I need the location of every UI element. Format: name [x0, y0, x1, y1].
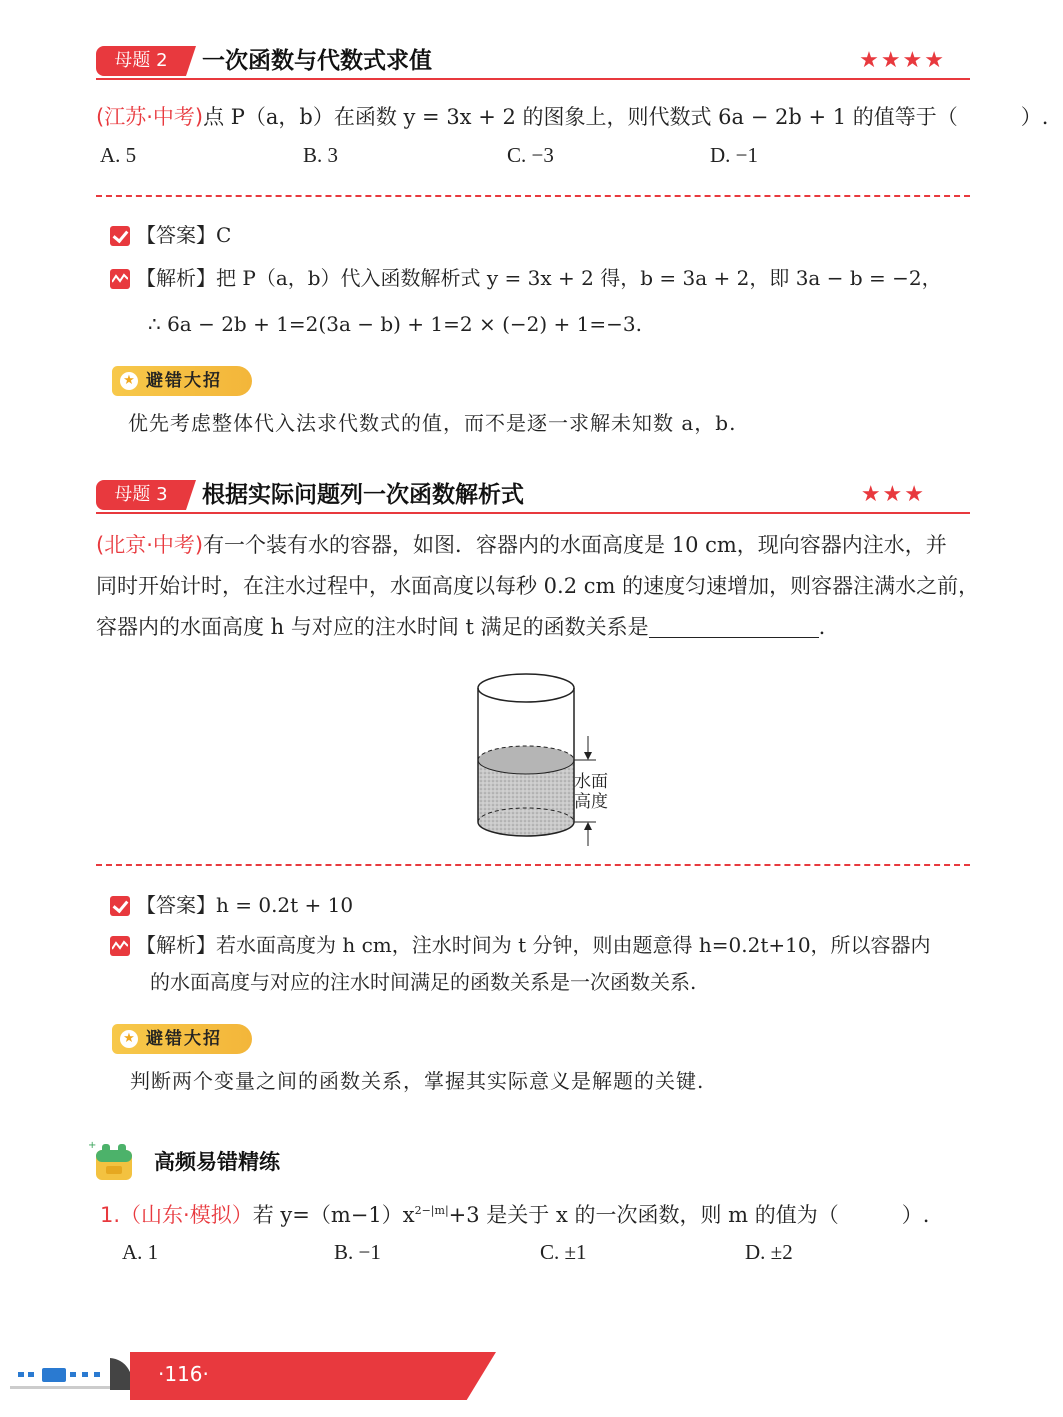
question-line-3: 容器内的水面高度 h 与对应的注水时间 t 满足的函数关系是 .: [96, 615, 826, 639]
section-underline: [96, 78, 970, 80]
option-a: A. 5: [100, 143, 137, 167]
option-b: B. −1: [334, 1240, 381, 1264]
option-d: D. −1: [710, 143, 759, 167]
question-line-1: [96, 530, 947, 560]
page-number: ·116·: [158, 1362, 209, 1386]
option-b: B. 3: [303, 143, 339, 167]
section-title: 一次函数与代数式求值: [202, 48, 432, 74]
section-title: 根据实际问题列一次函数解析式: [202, 482, 524, 508]
tip-label: 避错大招: [146, 1029, 222, 1049]
question-text-a: 若 y=（m−1）x: [252, 1203, 415, 1227]
dashed-divider: [96, 195, 970, 197]
tip-text: 优先考虑整体代入法求代数式的值，而不是逐一求解未知数 a，b.: [128, 411, 737, 435]
figure-label-1: 水面: [574, 772, 608, 792]
footer-train-decoration: [0, 1350, 140, 1400]
analysis-icon: [110, 269, 130, 289]
question-line-2: 同时开始计时，在注水过程中，水面高度以每秒 0.2 cm 的速度匀速增加，则容器注满水之前，: [96, 574, 980, 598]
star-icon: ★: [120, 1030, 138, 1048]
container-figure: [468, 660, 628, 850]
question-line: [96, 102, 1048, 132]
practice-question-1: [100, 1196, 929, 1230]
analysis-line-1: 【解析】把 P（a，b）代入函数解析式 y = 3x + 2 得，b = 3a + 2，即 3a − b = −2，: [136, 266, 942, 290]
question-source: (江苏·中考): [96, 105, 204, 129]
analysis-line-1: 【解析】若水面高度为 h cm，注水时间为 t 分钟，则由题意得 h=0.2t+10，所以容器内: [136, 933, 931, 957]
section-2-header: [96, 46, 970, 80]
answer-line: 【答案】C: [136, 223, 232, 247]
question-source: (北京·中考): [96, 533, 204, 557]
difficulty-stars: ★★★: [860, 482, 926, 507]
question-text-b: +3 是关于 x 的一次函数，则 m 的值为（ ）.: [448, 1203, 930, 1227]
svg-text:+: +: [88, 1140, 97, 1151]
star-icon: ★: [120, 372, 138, 390]
figure-label-2: 高度: [574, 792, 608, 812]
question-text-3: 容器内的水面高度 h 与对应的注水时间 t 满足的函数关系是: [96, 615, 649, 639]
question-text: 点 P（a，b）在函数 y = 3x + 2 的图象上，则代数式 6a − 2b + 1 的值等于（ ）.: [203, 105, 1049, 129]
tip-label: 避错大招: [146, 371, 222, 391]
check-icon: [110, 896, 130, 916]
tip-text: 判断两个变量之间的函数关系，掌握其实际意义是解题的关键.: [130, 1069, 705, 1093]
section-tag: 母题 3: [96, 480, 186, 510]
question-text-1: 有一个装有水的容器，如图．容器内的水面高度是 10 cm，现向容器内注水，并: [203, 533, 947, 557]
option-c: C. ±1: [540, 1240, 587, 1264]
analysis-line-2: 的水面高度与对应的注水时间满足的函数关系是一次函数关系.: [150, 970, 697, 994]
tip-badge: [112, 1024, 252, 1054]
section-3-header: [96, 480, 970, 514]
analysis-line-2: ∴ 6a − 2b + 1=2(3a − b) + 1=2 × (−2) + 1=−3.: [148, 312, 642, 336]
question-number: 1.: [100, 1203, 121, 1227]
option-c: C. −3: [507, 143, 554, 167]
backpack-icon: [88, 1138, 144, 1182]
section-tag: 母题 2: [96, 46, 186, 76]
check-icon: [110, 226, 130, 246]
option-a: A. 1: [122, 1240, 159, 1264]
tip-badge: [112, 366, 252, 396]
question-source: （山东·模拟）: [120, 1203, 253, 1227]
answer-line: 【答案】h = 0.2t + 10: [136, 893, 354, 917]
practice-title: 高频易错精练: [154, 1150, 280, 1174]
analysis-icon: [110, 936, 130, 956]
option-d: D. ±2: [745, 1240, 793, 1264]
dashed-divider: [96, 864, 970, 866]
section-underline: [96, 512, 970, 514]
exponent: 2−|m|: [414, 1204, 449, 1217]
difficulty-stars: ★★★★: [859, 48, 946, 73]
answer-blank: [649, 615, 819, 638]
